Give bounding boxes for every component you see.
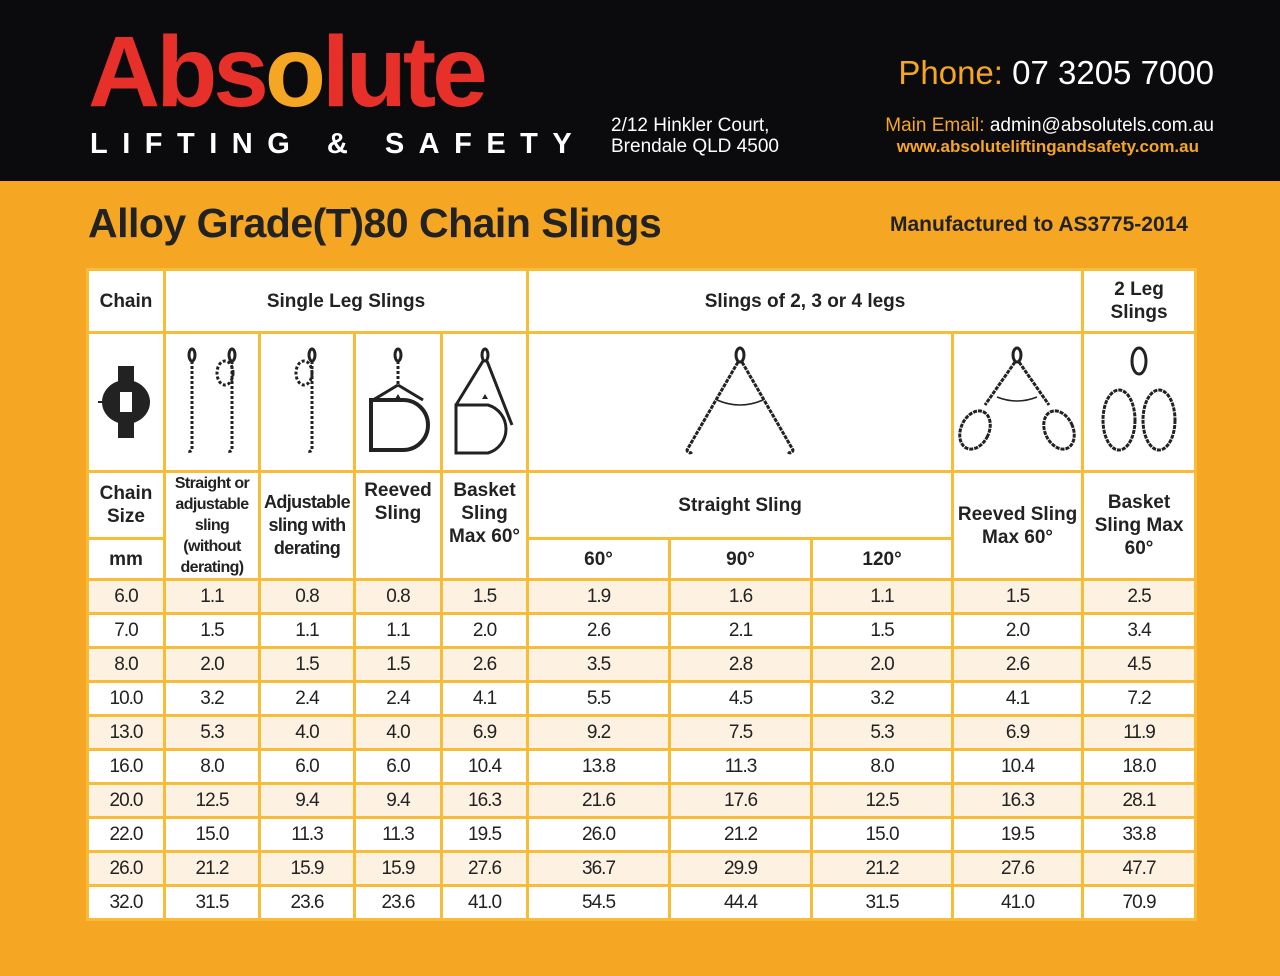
basket-sling-icon	[442, 333, 528, 472]
address	[611, 115, 779, 157]
wll-cell: 41.0	[953, 886, 1083, 920]
wll-cell: 6.0	[260, 750, 355, 784]
wll-cell: 17.6	[670, 784, 812, 818]
wll-cell: 2.4	[355, 682, 442, 716]
wll-cell: 3.5	[528, 648, 670, 682]
wll-cell: 11.9	[1083, 716, 1196, 750]
chain-size-cell: 16.0	[88, 750, 165, 784]
wll-cell: 4.0	[260, 716, 355, 750]
wll-cell: 1.1	[165, 580, 260, 614]
wll-cell: 10.4	[442, 750, 528, 784]
header-two-leg: 2 Leg Slings	[1083, 270, 1196, 333]
table-row	[88, 818, 1196, 852]
phone-number[interactable]: 07 3205 7000	[1012, 54, 1214, 91]
header-mm: mm	[88, 539, 165, 580]
wll-cell: 4.1	[953, 682, 1083, 716]
email-label: Main Email:	[885, 115, 985, 136]
header-multi-leg: Slings of 2, 3 or 4 legs	[528, 270, 1083, 333]
table-row	[88, 852, 1196, 886]
wll-cell: 12.5	[812, 784, 953, 818]
wll-cell: 11.3	[355, 818, 442, 852]
wll-cell: 15.9	[260, 852, 355, 886]
header-single-leg: Single Leg Slings	[165, 270, 528, 333]
wll-cell: 27.6	[953, 852, 1083, 886]
wll-cell: 31.5	[165, 886, 260, 920]
wll-cell: 70.9	[1083, 886, 1196, 920]
reeved-sling-icon	[355, 333, 442, 472]
wll-cell: 1.6	[670, 580, 812, 614]
wll-cell: 6.0	[355, 750, 442, 784]
table-row	[88, 784, 1196, 818]
header-straight-adjustable: Straight or adjustable sling (without derating)	[165, 472, 260, 580]
wll-cell: 12.5	[165, 784, 260, 818]
logo-text: Abs	[88, 16, 265, 128]
wll-cell: 5.5	[528, 682, 670, 716]
chain-size-cell: 7.0	[88, 614, 165, 648]
wll-cell: 16.3	[953, 784, 1083, 818]
wll-cell: 2.0	[953, 614, 1083, 648]
wll-cell: 1.5	[165, 614, 260, 648]
wll-cell: 9.4	[355, 784, 442, 818]
reeved-multi-leg-sling-icon	[953, 333, 1083, 472]
basket-two-leg-sling-icon	[1083, 333, 1196, 472]
phone	[898, 54, 1214, 92]
address-line: 2/12 Hinkler Court,	[611, 115, 770, 136]
wll-cell: 15.9	[355, 852, 442, 886]
wll-cell: 2.4	[260, 682, 355, 716]
chain-size-cell: 6.0	[88, 580, 165, 614]
chain-size-cell: 13.0	[88, 716, 165, 750]
wll-cell: 10.4	[953, 750, 1083, 784]
chain-link-icon	[88, 333, 165, 472]
chain-size-cell: 32.0	[88, 886, 165, 920]
phone-label: Phone:	[898, 54, 1003, 91]
wll-cell: 4.5	[1083, 648, 1196, 682]
wll-cell: 2.6	[442, 648, 528, 682]
wll-cell: 1.5	[260, 648, 355, 682]
wll-cell: 5.3	[165, 716, 260, 750]
wll-cell: 1.1	[355, 614, 442, 648]
wll-cell: 4.0	[355, 716, 442, 750]
wll-cell: 6.9	[442, 716, 528, 750]
address-line: Brendale QLD 4500	[611, 136, 779, 157]
wll-cell: 2.1	[670, 614, 812, 648]
wll-cell: 8.0	[165, 750, 260, 784]
wll-cell: 26.0	[528, 818, 670, 852]
header-chain-size: Chain Size	[88, 472, 165, 539]
header-straight-sling: Straight Sling	[528, 472, 953, 539]
wll-cell: 6.9	[953, 716, 1083, 750]
wll-cell: 21.2	[812, 852, 953, 886]
header-angle-120: 120°	[812, 539, 953, 580]
header-basket-two: Basket Sling Max 60°	[1083, 472, 1196, 580]
adjustable-sling-icon	[260, 333, 355, 472]
wll-cell: 19.5	[953, 818, 1083, 852]
wll-cell: 41.0	[442, 886, 528, 920]
header-adjustable: Adjustable sling with derating	[260, 472, 355, 580]
wll-cell: 11.3	[670, 750, 812, 784]
wll-cell: 2.8	[670, 648, 812, 682]
wll-cell: 2.0	[165, 648, 260, 682]
wll-cell: 3.4	[1083, 614, 1196, 648]
wll-cell: 0.8	[260, 580, 355, 614]
chain-size-cell: 26.0	[88, 852, 165, 886]
wll-cell: 1.5	[953, 580, 1083, 614]
logo-tagline: LIFTING & SAFETY	[90, 128, 587, 160]
wll-cell: 16.3	[442, 784, 528, 818]
wll-cell: 9.4	[260, 784, 355, 818]
wll-cell: 15.0	[812, 818, 953, 852]
wll-cell: 21.2	[165, 852, 260, 886]
chain-sling-table	[86, 268, 1197, 921]
table-row	[88, 886, 1196, 920]
wll-cell: 11.3	[260, 818, 355, 852]
table-row	[88, 614, 1196, 648]
website-link[interactable]: www.absoluteliftingandsafety.com.au	[896, 137, 1199, 156]
chain-size-cell: 8.0	[88, 648, 165, 682]
wll-cell: 3.2	[812, 682, 953, 716]
table-row	[88, 648, 1196, 682]
header-banner	[0, 0, 1280, 181]
wll-cell: 7.2	[1083, 682, 1196, 716]
wll-cell: 36.7	[528, 852, 670, 886]
wll-cell: 2.6	[953, 648, 1083, 682]
wll-cell: 2.0	[442, 614, 528, 648]
wll-cell: 2.0	[812, 648, 953, 682]
wll-cell: 29.9	[670, 852, 812, 886]
wll-cell: 19.5	[442, 818, 528, 852]
header-angle-60: 60°	[528, 539, 670, 580]
wll-cell: 1.9	[528, 580, 670, 614]
wll-cell: 1.5	[355, 648, 442, 682]
table-row	[88, 716, 1196, 750]
wll-cell: 15.0	[165, 818, 260, 852]
wll-cell: 27.6	[442, 852, 528, 886]
wll-cell: 2.5	[1083, 580, 1196, 614]
company-logo	[88, 16, 484, 128]
straight-adjustable-sling-icon	[165, 333, 260, 472]
wll-cell: 13.8	[528, 750, 670, 784]
wll-cell: 23.6	[355, 886, 442, 920]
logo-hook-o: o	[264, 16, 323, 128]
wll-cell: 21.6	[528, 784, 670, 818]
wll-cell: 5.3	[812, 716, 953, 750]
table-row	[88, 750, 1196, 784]
wll-cell: 9.2	[528, 716, 670, 750]
wll-cell: 4.5	[670, 682, 812, 716]
logo-text: lute	[322, 16, 484, 128]
header-reeved-multi: Reeved Sling Max 60°	[953, 472, 1083, 580]
wll-cell: 18.0	[1083, 750, 1196, 784]
chain-size-cell: 20.0	[88, 784, 165, 818]
wll-cell: 1.1	[812, 580, 953, 614]
straight-multi-leg-sling-icon	[528, 333, 953, 472]
wll-cell: 47.7	[1083, 852, 1196, 886]
header-basket: Basket Sling Max 60°	[442, 472, 528, 580]
wll-cell: 28.1	[1083, 784, 1196, 818]
table-row	[88, 682, 1196, 716]
wll-cell: 1.5	[442, 580, 528, 614]
wll-cell: 2.6	[528, 614, 670, 648]
header-reeved: Reeved Sling	[355, 472, 442, 580]
wll-cell: 3.2	[165, 682, 260, 716]
chain-size-cell: 10.0	[88, 682, 165, 716]
wll-cell: 23.6	[260, 886, 355, 920]
wll-cell: 8.0	[812, 750, 953, 784]
wll-cell: 0.8	[355, 580, 442, 614]
header-angle-90: 90°	[670, 539, 812, 580]
header-chain: Chain	[88, 270, 165, 333]
wll-cell: 4.1	[442, 682, 528, 716]
wll-cell: 1.5	[812, 614, 953, 648]
wll-cell: 33.8	[1083, 818, 1196, 852]
wll-cell: 1.1	[260, 614, 355, 648]
chain-size-cell: 22.0	[88, 818, 165, 852]
table-row	[88, 580, 1196, 614]
standard-note: Manufactured to AS3775-2014	[890, 213, 1188, 236]
page-title: Alloy Grade(T)80 Chain Slings	[88, 200, 662, 246]
wll-cell: 54.5	[528, 886, 670, 920]
wll-cell: 31.5	[812, 886, 953, 920]
wll-cell: 21.2	[670, 818, 812, 852]
wll-cell: 44.4	[670, 886, 812, 920]
email	[885, 115, 1214, 137]
wll-cell: 7.5	[670, 716, 812, 750]
email-address[interactable]: admin@absolutels.com.au	[989, 115, 1214, 136]
